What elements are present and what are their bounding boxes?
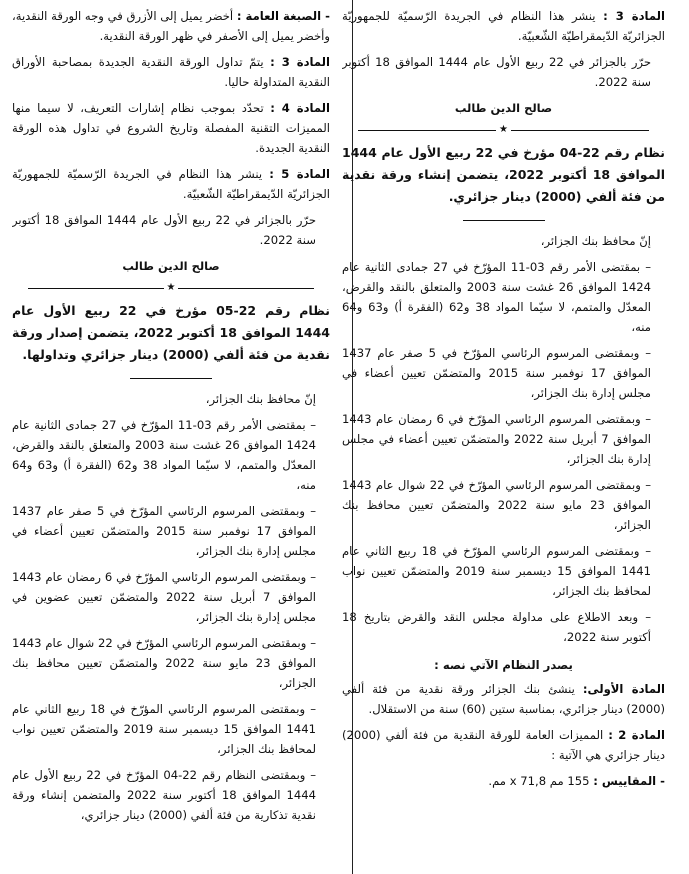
divider-line <box>511 130 649 131</box>
divider-line <box>358 130 496 131</box>
article-4-paragraph <box>12 98 330 158</box>
article-3-paragraph <box>342 6 665 46</box>
consideration-item: – وبمقتضى المرسوم الرئاسي المؤرّخ في 22 شوال عام 1443 الموافق 23 مايو سنة 2022 والمتضمّن تعيين محافظ بنك الجزائر، <box>342 478 651 532</box>
done-at-line: حرّر بالجزائر في 22 ربيع الأول عام 1444 الموافق 18 أكتوبر سنة 2022. <box>342 55 651 89</box>
decree-title: نظام رقم 22-05 مؤرخ في 22 ربيع الأول عام 1444 الموافق 18 أكتوبر 2022، يتضمن إصدار ورقة نقدية من فئة ألفي (2000) دينار جزائري وتداولها. <box>12 303 330 362</box>
article-3-label: المادة 3 : <box>270 55 330 69</box>
left-column <box>12 6 330 874</box>
enacts-heading: يصدر النظام الآتي نصه : <box>434 658 573 672</box>
consideration-item: – وبمقتضى المرسوم الرئاسي المؤرّخ في 22 شوال عام 1443 الموافق 23 مايو سنة 2022 والمتضمّن تعيين محافظ بنك الجزائر، <box>12 636 316 690</box>
consideration-item: – وبمقتضى المرسوم الرئاسي المؤرّخ في 6 رمضان عام 1443 الموافق 7 أبريل سنة 2022 والمتضمّن تعيين أعضاء في مجلس إدارة بنك الجزائر، <box>342 412 651 466</box>
article-4-label: المادة 4 : <box>270 101 330 115</box>
article-1-label: المادة الأولى: <box>582 682 665 696</box>
consideration-item: – وبمقتضى المرسوم الرئاسي المؤرّخ في 5 صفر عام 1437 الموافق 17 نوفمبر سنة 2015 والمتضمّن تعيين أعضاء في مجلس إدارة بنك الجزائر، <box>12 504 317 558</box>
consideration-item: – وبمقتضى المرسوم الرئاسي المؤرّخ في 18 ربيع الثاني عام 1441 الموافق 15 ديسمبر سنة 2019 والمتضمّن تعيين نواب لمحافظ بنك الجزائر، <box>12 702 316 756</box>
short-divider <box>463 220 545 221</box>
article-2-text: المميزات العامة للورقة النقدية من فئة ألفي (2000) دينار جزائري هي الآتية : <box>342 728 665 762</box>
consideration-item: – وبمقتضى النظام رقم 22-04 المؤرّخ في 22 ربيع الأول عام 1444 الموافق 18 أكتوبر سنة 2022 والمتضمن إنشاء ورقة نقدية تذكارية من فئة ألفي (2000) دينار جزائري، <box>12 768 317 822</box>
star-icon: ★ <box>499 124 508 135</box>
decree-title: نظام رقم 22-04 مؤرخ في 22 ربيع الأول عام 1444 الموافق 18 أكتوبر 2022، يتضمن إنشاء ورقة نقدية من فئة ألفي (2000) دينار جزائري. <box>342 145 665 204</box>
general-tint-text: أخضر يميل إلى الأزرق في وجه الورقة النقدية، وأخضر يميل إلى الأصفر في ظهر الورقة النقدية. <box>12 9 330 43</box>
star-icon: ★ <box>166 282 176 293</box>
done-at-line: حرّر بالجزائر في 22 ربيع الأول عام 1444 الموافق 18 أكتوبر سنة 2022. <box>12 213 316 247</box>
consideration-item: – بمقتضى الأمر رقم 03-11 المؤرّخ في 27 جمادى الثانية عام 1424 الموافق 26 غشت سنة 2003 والمتعلق بالنقد والقرض، المعدّل والمتمم، لا سيّما المواد 38 و62 (الفقرة أ) و63 و64 منه، <box>12 418 317 492</box>
article-2-label: المادة 2 : <box>608 728 665 742</box>
general-tint-label: - الصبغة العامة : <box>236 9 330 23</box>
right-column <box>342 6 665 874</box>
article-4-text: تحدّد بموجب نظام إشارات التعريف، لا سيما منها المميزات التقنية المفصلة وتاريخ الشروع في تداول هذه الورقة النقدية الجديدة. <box>12 101 330 155</box>
signature: صالح الدين طالب <box>454 101 553 115</box>
governor-intro: إنّ محافظ بنك الجزائر، <box>205 392 316 406</box>
divider-line <box>28 288 164 289</box>
star-divider <box>28 282 314 294</box>
article-3-label: المادة 3 : <box>603 9 665 23</box>
dimensions-text: 155 مم x 71,8 مم. <box>488 774 590 788</box>
consideration-item: – وبمقتضى المرسوم الرئاسي المؤرّخ في 18 ربيع الثاني عام 1441 الموافق 15 ديسمبر سنة 2019 والمتضمّن تعيين نواب لمحافظ بنك الجزائر، <box>342 544 651 598</box>
dimensions-label: - المقاييس : <box>593 774 665 788</box>
short-divider <box>130 378 212 379</box>
article-1-paragraph <box>342 679 665 719</box>
signature: صالح الدين طالب <box>122 259 220 273</box>
article-3-text: ينشر هذا النظام في الجريدة الرّسميّة للجمهوريّة الجزائريّة الدّيمقراطيّة الشّعبيّة. <box>342 9 665 43</box>
divider-line <box>178 288 314 289</box>
governor-intro: إنّ محافظ بنك الجزائر، <box>540 234 651 248</box>
article-5-text: ينشر هذا النظام في الجريدة الرّسميّة للجمهوريّة الجزائريّة الدّيمقراطيّة الشّعبيّة. <box>12 167 330 201</box>
article-5-label: المادة 5 : <box>269 167 330 181</box>
consideration-item: – وبعد الاطلاع على مداولة مجلس النقد والقرض بتاريخ 18 أكتوبر سنة 2022، <box>342 610 651 644</box>
dimensions-paragraph <box>342 771 665 791</box>
general-tint-paragraph <box>12 6 330 46</box>
consideration-item: – بمقتضى الأمر رقم 03-11 المؤرّخ في 27 جمادى الثانية عام 1424 الموافق 26 غشت سنة 2003 والمتعلق بالنقد والقرض، المعدّل والمتمم، لا سيّما المواد 38 و62 (الفقرة أ) و63 و64 منه، <box>342 260 652 334</box>
article-2-paragraph <box>342 725 665 765</box>
article-5-paragraph <box>12 164 330 204</box>
consideration-item: – وبمقتضى المرسوم الرئاسي المؤرّخ في 5 صفر عام 1437 الموافق 17 نوفمبر سنة 2015 والمتضمّن تعيين أعضاء في مجلس إدارة بنك الجزائر، <box>342 346 652 400</box>
article-3-paragraph <box>12 52 330 92</box>
star-divider <box>358 124 649 136</box>
consideration-item: – وبمقتضى المرسوم الرئاسي المؤرّخ في 6 رمضان عام 1443 الموافق 7 أبريل سنة 2022 والمتضمّن تعيين عضوين في مجلس إدارة بنك الجزائر، <box>12 570 316 624</box>
article-3-text: يتمّ تداول الورقة النقدية الجديدة بمصاحبة الأوراق النقدية المتداولة حاليا. <box>12 55 330 89</box>
article-1-text: ينشئ بنك الجزائر ورقة نقدية من فئة ألفي (2000) دينار جزائري، بمناسبة ستين (60) سنة من الاستقلال. <box>342 682 665 716</box>
